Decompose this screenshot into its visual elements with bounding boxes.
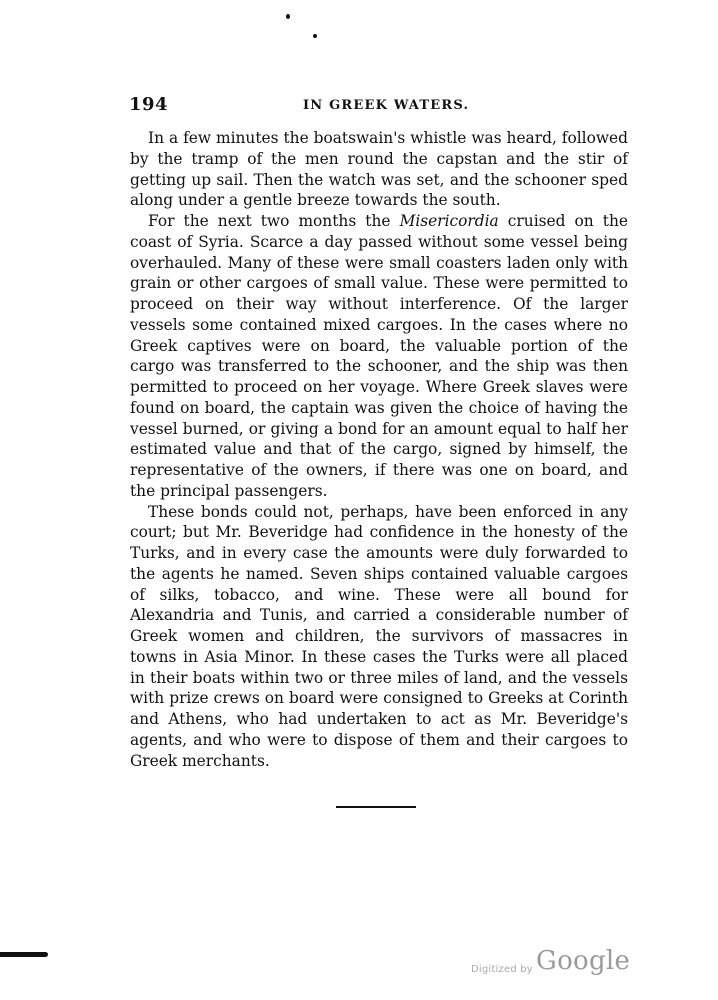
watermark-brand: Google (536, 946, 631, 976)
paragraph-text: For the next two months the (148, 212, 400, 230)
paragraph-1 (130, 128, 628, 211)
scan-edge-mark (0, 952, 48, 957)
paragraph-3 (130, 502, 628, 772)
paragraph-text: These bonds could not, perhaps, have been enforced in any court; but Mr. Beveridge had confidence in the honesty of the Turks, and in every case the amounts were duly forwarded to the agents he named. Seven ships contained valuable cargoes of silks, tobacco, and wine. These were all bound for Alexandria and Tunis, and carried a considerable number of Greek women and children, the survivors of massacres in towns in Asia Minor. In these cases the Turks were all placed in their boats within two or three miles of land, and the vessels with prize crews on board were consigned to Greeks at Corinth and Athens, who had undertaken to act as Mr. Beveridge's agents, and who were to dispose of them and their cargoes to Greek merchants. (130, 502, 628, 770)
scan-speck (286, 14, 290, 19)
section-end-rule (336, 806, 416, 808)
scan-speck (313, 34, 317, 38)
page-header (129, 94, 631, 116)
paragraph-text: cruised on the coast of Syria. Scarce a day passed without some vessel being overhauled. Many of these were small coasters laden only with grain or other cargoes of small value. These were permitted to proceed on their way without interference. Of the larger vessels some contained mixed cargoes. In the cases where no Greek captives were on board, the valuable portion of the cargo was transferred to the schooner, and the ship was then permitted to proceed on her voyage. Where Greek slaves were found on board, the captain was given the choice of having the vessel burned, or giving a bond for an amount equal to half her estimated value and that of the cargo, signed by himself, the representative of the owners, if there was one on board, and the principal passengers. (130, 212, 628, 500)
ship-name: Misericordia (399, 212, 499, 230)
watermark-prefix: Digitized by (471, 964, 533, 975)
body-text (130, 128, 628, 771)
running-head: IN GREEK WATERS. (303, 98, 470, 113)
page-number: 194 (129, 94, 169, 115)
scan-specks (0, 0, 718, 60)
paragraph-2 (130, 211, 628, 502)
paragraph-text: In a few minutes the boatswain's whistle was heard, followed by the tramp of the men round the capstan and the stir of getting up sail. Then the watch was set, and the schooner sped along under a gentle breeze towards the south. (130, 129, 628, 210)
digitization-watermark (468, 946, 648, 986)
